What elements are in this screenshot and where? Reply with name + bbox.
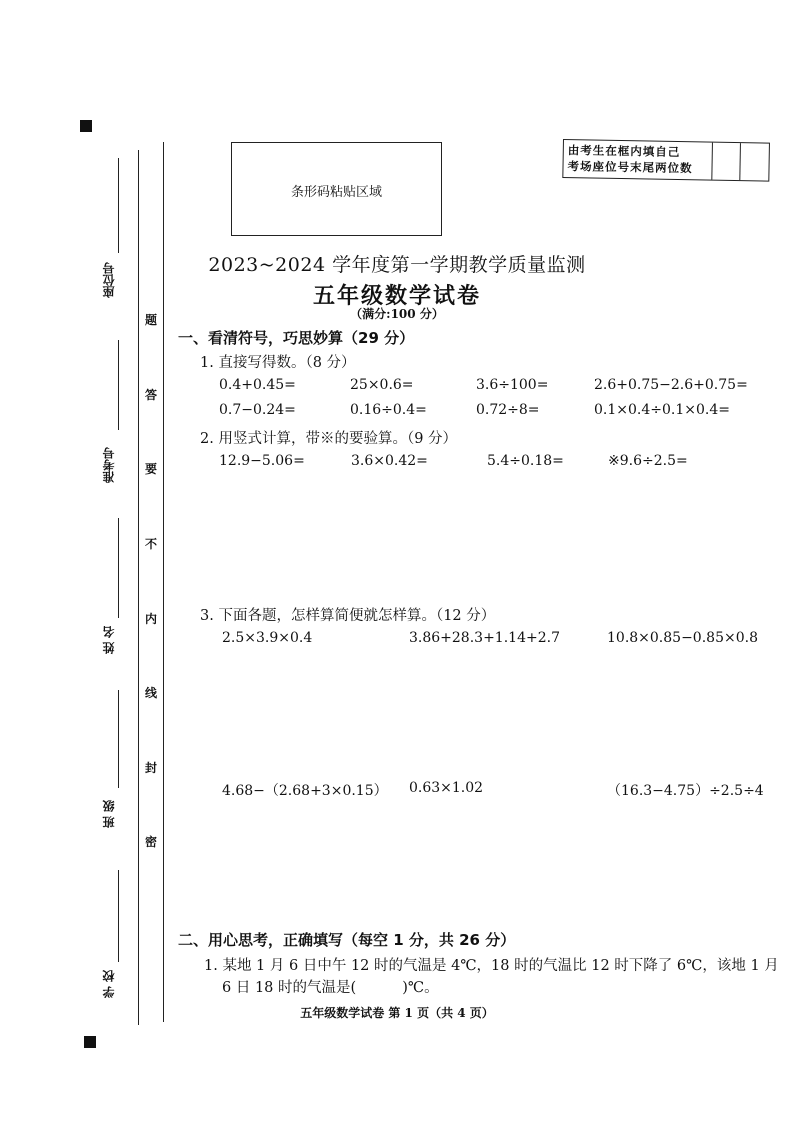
seal-char-4: 不 xyxy=(144,537,157,551)
seal-char-6: 线 xyxy=(144,686,157,700)
seat-box-line-2: 考场座位号末尾两位数 xyxy=(567,159,693,176)
q3-work-area-2[interactable] xyxy=(200,806,760,921)
exam-no-label: 准考号 xyxy=(101,447,116,483)
seal-char-3: 要 xyxy=(144,462,157,476)
q3-work-area-1[interactable] xyxy=(200,656,760,776)
school-underline xyxy=(118,870,119,962)
s2-q1-line2: 6 日 18 时的气温是( )℃。 xyxy=(222,980,439,996)
name-underline xyxy=(118,518,119,618)
q2-item: 5.4÷0.18= xyxy=(487,453,564,469)
q1-item: 0.72÷8= xyxy=(476,402,540,418)
seal-char-1: 题 xyxy=(144,313,157,327)
q3-item: 2.5×3.9×0.4 xyxy=(222,630,313,646)
name-label: 姓 名 xyxy=(101,626,116,655)
seat-digit-cell-2[interactable] xyxy=(739,143,741,180)
q1-item: 3.6÷100= xyxy=(476,377,549,393)
page-footer: 五年级数学试卷 第 1 页（共 4 页） xyxy=(300,1006,494,1020)
registration-mark-bottom xyxy=(84,1036,96,1048)
q1-item: 0.7−0.24= xyxy=(219,402,296,418)
exam-no-underline xyxy=(118,340,119,430)
q2-prompt: 2. 用竖式计算，带※的要验算。（9 分） xyxy=(200,431,458,447)
q3-item: 0.63×1.02 xyxy=(409,780,484,796)
q3-prompt: 3. 下面各题，怎样算简便就怎样算。（12 分） xyxy=(200,608,496,624)
q1-item: 2.6+0.75−2.6+0.75= xyxy=(594,377,748,393)
seal-char-5: 内 xyxy=(144,612,157,626)
q3-item: 10.8×0.85−0.85×0.8 xyxy=(607,630,758,646)
q3-item: 3.86+28.3+1.14+2.7 xyxy=(409,630,560,646)
q1-prompt: 1. 直接写得数。（8 分） xyxy=(200,355,356,371)
q1-item: 0.1×0.4÷0.1×0.4= xyxy=(594,402,730,418)
section2-heading: 二、用心思考，正确填写（每空 1 分，共 26 分） xyxy=(178,931,516,949)
seat-label: 座位号 xyxy=(101,262,116,298)
q1-item: 25×0.6= xyxy=(350,377,414,393)
exam-subtitle: 五年级数学试卷 xyxy=(312,283,481,309)
seat-box-line-1: 由考生在框内填自己 xyxy=(567,143,681,160)
registration-mark-top xyxy=(80,120,92,132)
seal-char-7: 封 xyxy=(144,761,157,775)
section1-heading: 一、看清符号，巧思妙算（29 分） xyxy=(178,329,415,347)
q2-item: ※9.6÷2.5= xyxy=(608,453,688,469)
seat-digit-cell-1[interactable] xyxy=(711,143,713,180)
s2-q1-line1: 1. 某地 1 月 6 日中午 12 时的气温是 4℃，18 时的气温比 12 时下降了 6℃，该地 1 月 xyxy=(204,958,779,974)
q2-item: 3.6×0.42= xyxy=(351,453,428,469)
seat-number-box xyxy=(562,139,770,182)
exam-title: 2023~2024 学年度第一学期教学质量监测 xyxy=(208,254,586,276)
class-label: 班 级 xyxy=(101,800,116,829)
seal-char-2: 答 xyxy=(144,388,157,402)
school-label: 学 校 xyxy=(101,970,116,999)
class-underline xyxy=(118,690,119,788)
q2-work-area[interactable] xyxy=(200,478,760,598)
barcode-area xyxy=(231,142,442,236)
full-score: （满分:100 分） xyxy=(350,307,444,321)
seat-box-instructions xyxy=(567,142,693,176)
seat-underline xyxy=(118,158,119,253)
q3-item: 4.68−（2.68+3×0.15） xyxy=(222,783,388,799)
barcode-label: 条形码粘贴区域 xyxy=(290,185,382,200)
q2-item: 12.9−5.06= xyxy=(219,453,305,469)
q1-item: 0.16÷0.4= xyxy=(350,402,427,418)
q1-item: 0.4+0.45= xyxy=(219,377,296,393)
seal-char-8: 密 xyxy=(144,835,157,849)
q3-item: （16.3−4.75）÷2.5÷4 xyxy=(607,783,764,799)
